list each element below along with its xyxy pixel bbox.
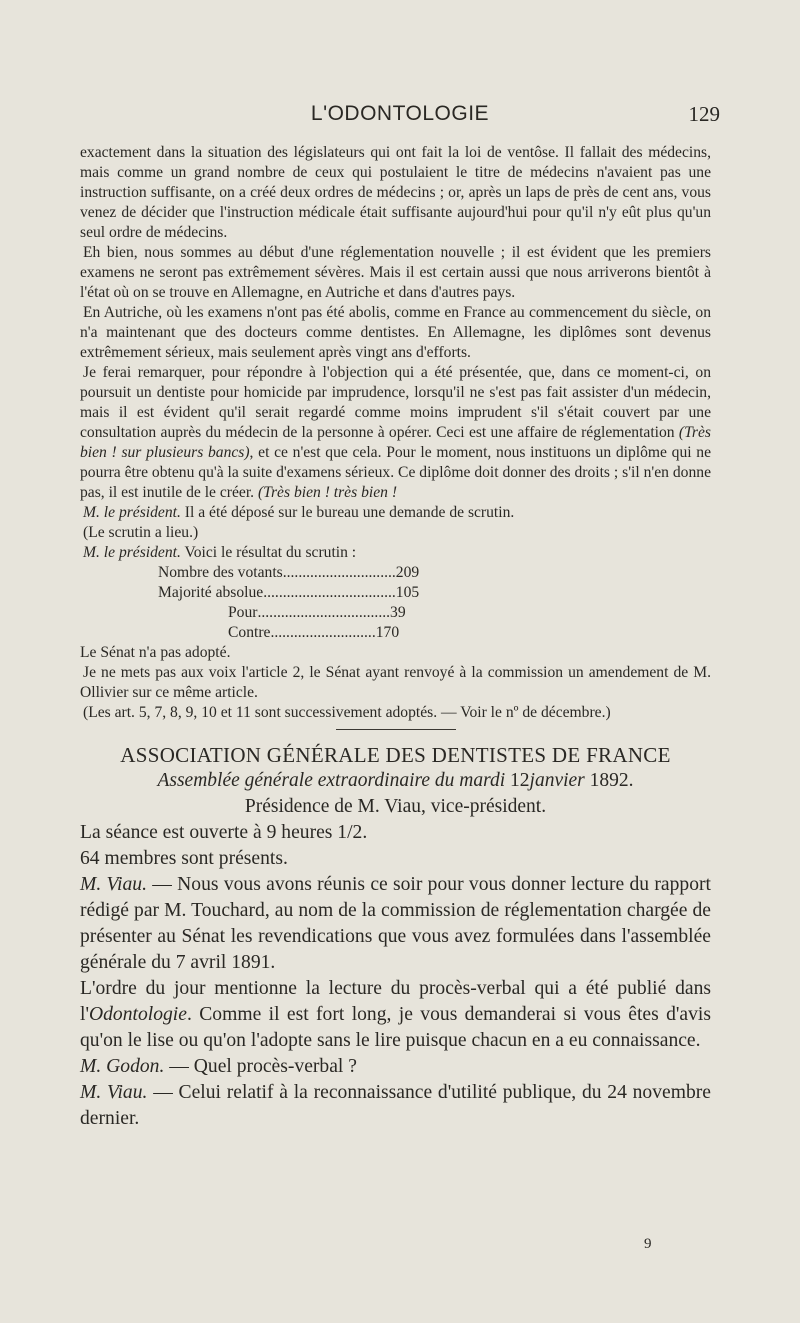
body-text xyxy=(80,143,711,1132)
paragraph: L'ordre du jour mentionne la lecture du procès-verbal qui a été publié dans l'Odontologie. Comme il est fort long, je vous demanderai si vous êtes d'avis qu'on le lise ou qu'on l'adopte sans le lire puisque chacun en a eu connaissance. xyxy=(80,978,711,1051)
speaker: M. le président. xyxy=(83,544,181,561)
signature-mark: 9 xyxy=(644,1236,652,1252)
paragraph: (Les art. 5, 7, 8, 9, 10 et 11 sont successivement adoptés. — Voir le nº de décembre.) xyxy=(83,704,611,721)
section-divider xyxy=(336,729,456,730)
paragraph-text: , et ce n'est que cela. Pour le moment, nous instituons un diplôme qui ne pourra être obtenu qu'à la suite d'examens sérieux. Ce diplôme doit donner des droits ; s'il n'en donne pas, il est inutile de le créer. xyxy=(80,444,711,501)
paragraph: exactement dans la situation des législateurs qui ont fait la loi de ventôse. Il fallait des médecins, mais comme un grand nombre de ceux qui postulaient le titre de médecins n'avaient pas une instruction suffisante, on a créé deux ordres de médecins ; or, après un laps de près de cent ans, vous venez de décider que l'instruction médicale était suffisante aujourd'hui pour qu'il n'y eût plus qu'un seul ordre de médecins. xyxy=(80,144,711,241)
speaker: M. Viau. xyxy=(80,874,147,895)
vote-row-majorite: Majorité absolue..................................105 xyxy=(158,584,420,601)
speech: Voici le résultat du scrutin : xyxy=(184,544,357,561)
presidence: Présidence de M. Viau, vice-président. xyxy=(244,796,547,817)
vote-row-votants: Nombre des votants.............................209 xyxy=(158,564,420,581)
paragraph: (Le scrutin a lieu.) xyxy=(83,524,199,541)
paragraph xyxy=(80,503,711,523)
paragraph: M. Viau. — Nous vous avons réunis ce soir pour vous donner lecture du rapport rédigé par M. Touchard, au nom de la commission de réglementation chargée de présenter au Sénat les revendications que vous avez formulées dans l'assemblée générale du 7 avril 1891. xyxy=(80,874,711,973)
journal-name: Odontologie xyxy=(88,1004,187,1025)
speaker: M. Godon. xyxy=(80,1056,165,1077)
applause-note: (Très bien ! sur plusieurs bancs) xyxy=(80,424,711,461)
paragraph: Je ne mets pas aux voix l'article 2, le Sénat ayant renvoyé à la commission un amendement de M. Ollivier sur ce même article. xyxy=(80,664,711,701)
paragraph: 64 membres sont présents. xyxy=(80,848,288,869)
paragraph: Eh bien, nous sommes au début d'une réglementation nouvelle ; il est évident que les premiers examens ne seront pas extrêmement sévères. Mais il est certain aussi que nous arriverons bientôt à l'état où on se trouve en Allemagne, en Autriche et dans d'autres pays. xyxy=(80,244,711,301)
paragraph: La séance est ouverte à 9 heures 1/2. xyxy=(80,822,368,843)
section-subtitle: Assemblée générale extraordinaire du mardi 12janvier 1892. xyxy=(157,770,634,791)
vote-row-contre: Contre...........................170 xyxy=(228,624,400,641)
paragraph: En Autriche, où les examens n'ont pas été abolis, comme en France au commencement du siècle, on n'a maintenant que des docteurs comme dentistes. En Allemagne, les diplômes sont devenus extrêmement sérieux, mais seulement après vingt ans d'efforts. xyxy=(80,304,711,361)
paragraph-text: Je ferai remarquer, pour répondre à l'objection qui a été présentée, que, dans ce moment-ci, on poursuit un dentiste pour homicide par imprudence, lorsqu'il ne s'est pas fait assister d'un médecin, mais il est évident qu'il serait regardé comme moins imprudent s'il s'était couvert par une consultation auprès du médecin de la personne à opérer. Ceci est une affaire de réglementation xyxy=(80,364,711,441)
paragraph: M. Godon. — Quel procès-verbal ? xyxy=(80,1056,357,1077)
page-number: 129 xyxy=(688,102,720,126)
section-title: ASSOCIATION GÉNÉRALE DES DENTISTES DE FRANCE xyxy=(120,743,671,767)
speech: Il a été déposé sur le bureau une demande de scrutin. xyxy=(184,504,515,521)
speaker: M. Viau. xyxy=(80,1082,148,1103)
paragraph xyxy=(80,363,711,503)
running-header xyxy=(80,102,720,132)
paragraph: Le Sénat n'a pas adopté. xyxy=(80,644,231,661)
paragraph: M. Viau. — Celui relatif à la reconnaissance d'utilité publique, du 24 novembre dernier. xyxy=(80,1082,711,1129)
vote-row-pour: Pour..................................39 xyxy=(228,604,406,621)
paragraph xyxy=(80,543,711,563)
journal-title: L'ODONTOLOGIE xyxy=(310,102,490,125)
section-assembly xyxy=(80,742,711,1132)
speaker: M. le président. xyxy=(83,504,181,521)
applause-note: (Très bien ! très bien ! xyxy=(257,484,398,501)
